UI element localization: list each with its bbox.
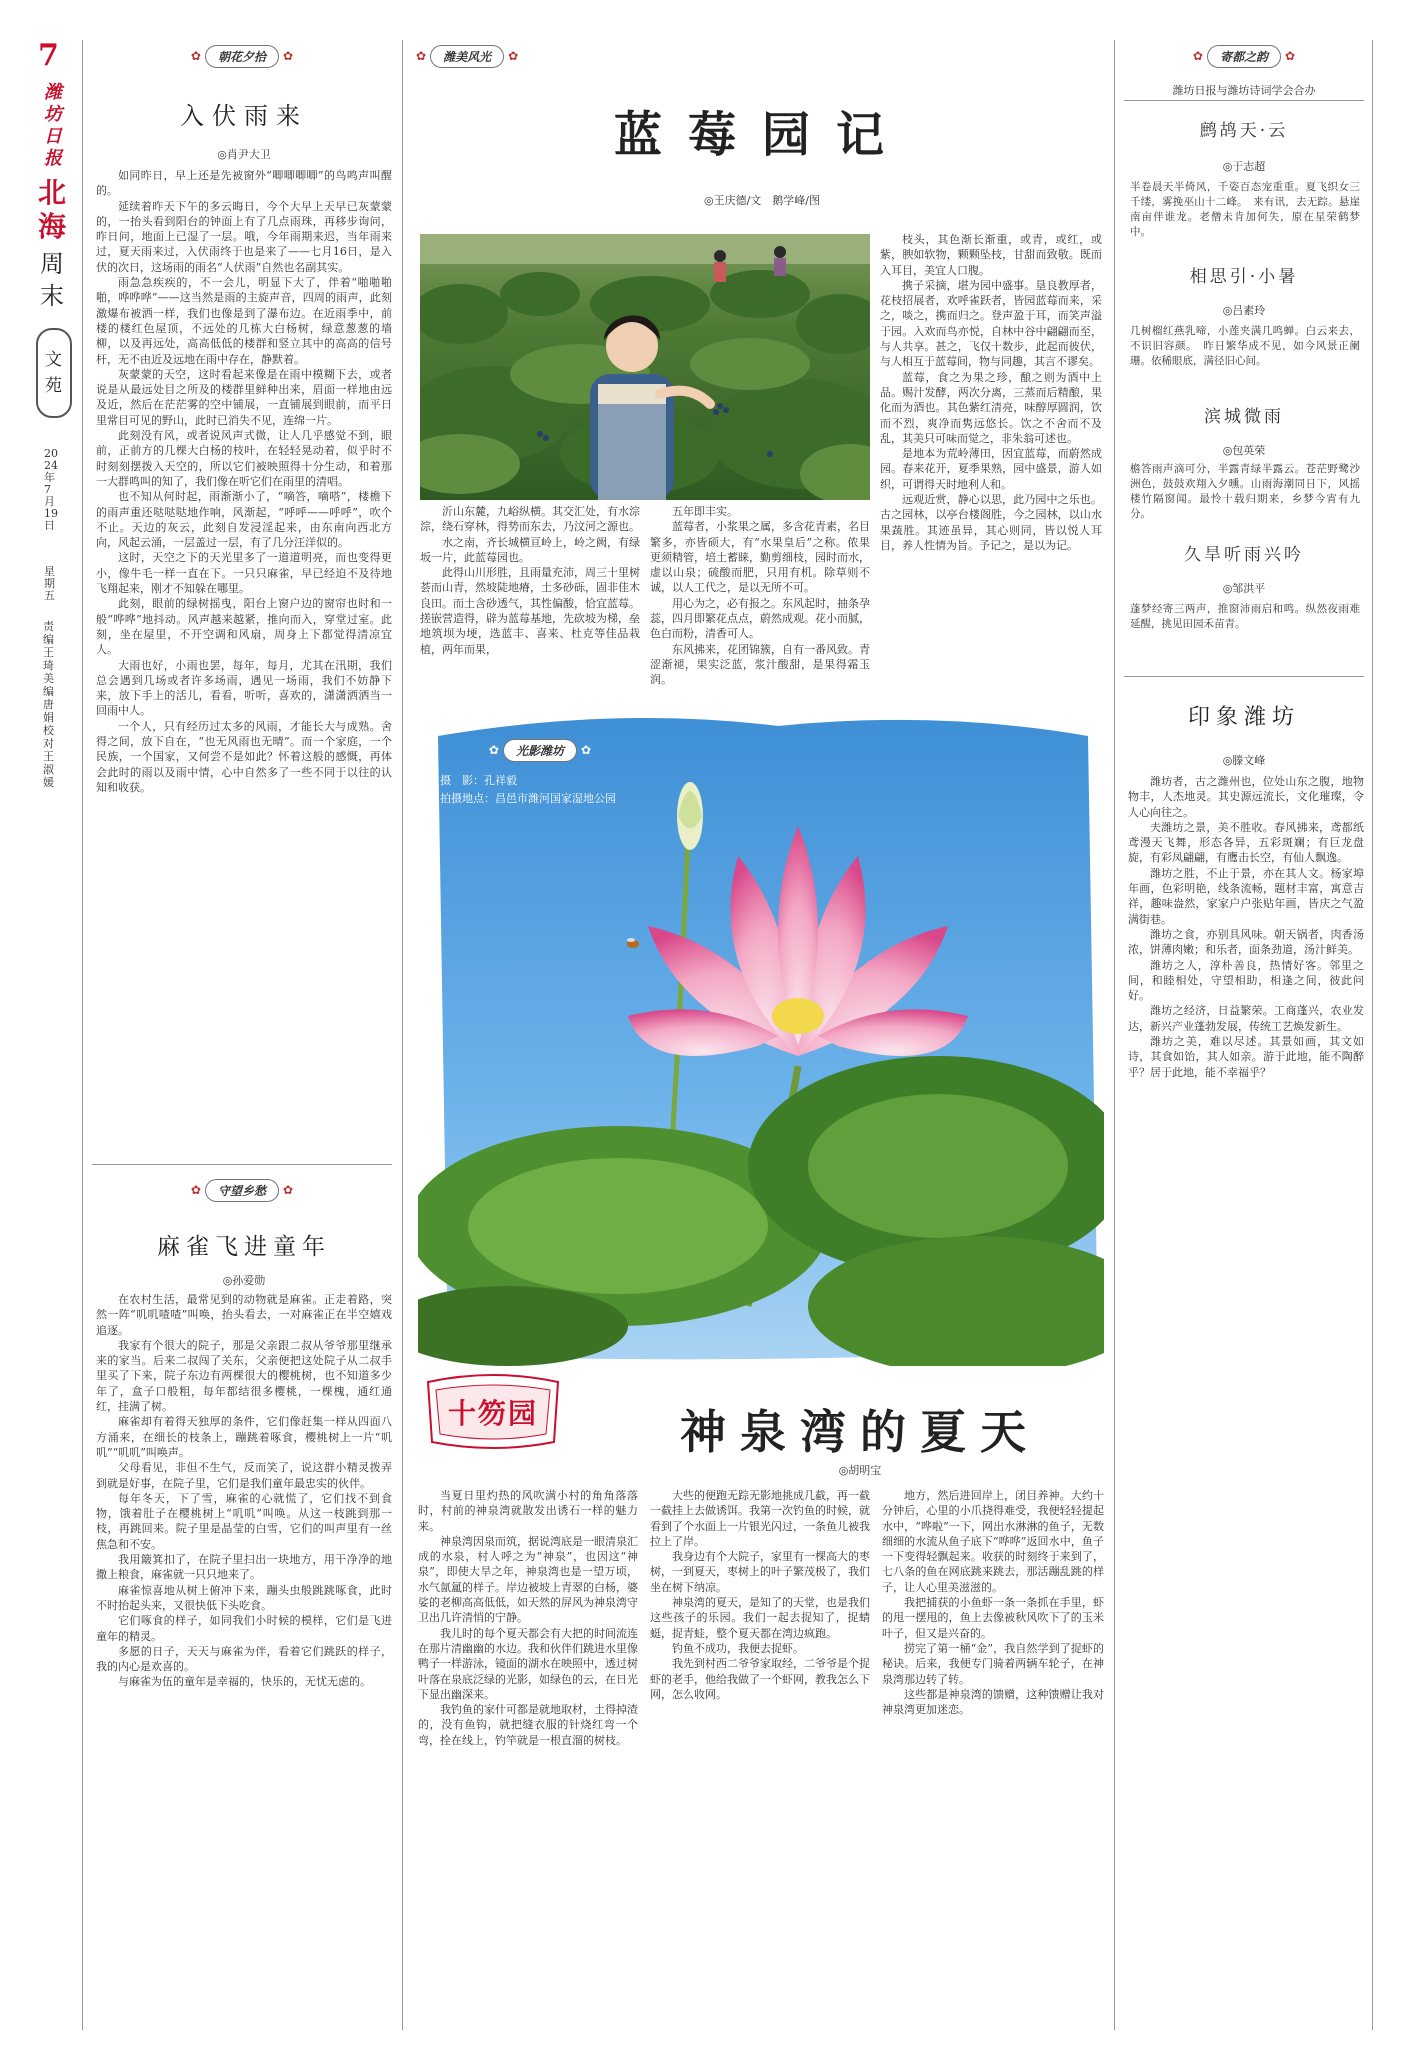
tag-ornament-icon: ✿ xyxy=(283,1183,294,1197)
paragraph: 我儿时的每个夏天都会有大把的时间流连在那片清幽幽的水边。我和伙伴们跳进水里像鸭子一样游泳，镜面的湖水在映照中，透过树叶落在泉底泛绿的光影，如绿色的云，在日光下显出幽深来。 xyxy=(418,1626,638,1701)
tag-ornament-icon: ✿ xyxy=(1192,49,1203,63)
article-byline-shenquan: ◎胡明宝 xyxy=(838,1464,882,1477)
paragraph: 捞完了第一桶“金”，我自然学到了捉虾的秘诀。后来，我便专门骑着两辆车轮子，在神泉湾那边转了转。 xyxy=(882,1641,1104,1686)
paragraph: 与麻雀为伍的童年是幸福的，快乐的，无忧无虑的。 xyxy=(118,1675,371,1689)
poem-title-4: 久旱听雨兴吟 xyxy=(1184,545,1304,565)
tag-ornament-icon: ✿ xyxy=(416,49,427,63)
paragraph: 蓝莓，食之为果之珍，酿之则为酒中上品。赐汁发酵，两次分离，三蒸而后精酿，果化而为酒也。其色紫红清亮，味醇厚圆润，饮而不烈，爽净而隽远悠长。饮之不舍而不及乱，其美只可味而觉之，非朱翁可述也。 xyxy=(880,370,1102,445)
paragraph: 我家有个很大的院子，那是父亲跟二叔从爷爷那里继承来的家当。后来二叔闯了关东，父亲便把这处院子从二叔手里买了下来，院子东边有两棵很大的樱桃树，也不知道多少年了，盒子口般粗，每年都结很多樱桃，一棵槐，通红通红，挂满了树。 xyxy=(96,1338,392,1414)
tag-ornament-icon: ✿ xyxy=(1285,49,1296,63)
paragraph: 神泉湾的夏天，是知了的天堂，也是我们这些孩子的乐园。我们一起去捉知了，捉蜻蜓，捉青蛙，整个夏天都在湾边疯跑。 xyxy=(650,1596,870,1640)
article-byline-blueberry: ◎王庆德/文 鹅学峰/图 xyxy=(703,194,820,207)
issue-weekday: 星期五 xyxy=(44,565,55,602)
poem-author-2: ◎吕素玲 xyxy=(1222,304,1266,317)
article-body-blueberry-c xyxy=(880,232,1102,694)
section-tag-photo: ✿ 光影潍坊 ✿ xyxy=(470,738,610,762)
blueberry-garden-illustration xyxy=(420,234,870,500)
tag-ornament-icon: ✿ xyxy=(508,49,519,63)
paragraph: 此刻没有风，或者说风声式微，让人几乎感觉不到，眼前，正前方的几棵大白杨的枝叶，在轻轻晃动着，似乎时不时刻刻摆拨入天空的，所以它们被映照得十分生动，和着那一大群鸣叫的知了，我们像在听它们在雨里的清唱。 xyxy=(96,429,392,488)
paragraph: 也不知从何时起，雨渐渐小了，“嘀答，嘀嗒”，楼檐下的雨声重还哒哒哒地作响，风渐起，“呼呼——呼呼”，吹个不止。天边的灰云，此刻自发浸淫起来，由东南向西北方向，风起云涌，一层盖过一层，有了几分汪洋似的。 xyxy=(96,490,392,550)
paragraph: 蓝莓者，小浆果之属，多含花青素，名目繁多，亦皆硕大，有“水果皇后”之称。侬果更须精管，培土蓄睐，勤剪细枝，园时而水，虚以山泉；硫酸而肥，只用有机。除草则不诚，以人工代之，是以无所不可。 xyxy=(650,520,870,595)
page-number: 7 xyxy=(38,38,59,73)
photo-credit: 摄 影：孔祥毅 xyxy=(440,774,517,787)
article-title-rain: 入伏雨来 xyxy=(180,102,308,130)
paragraph: 每年冬天，下了雪，麻雀的心就慌了，它们找不到食物，饿着肚子在樱桃树上“叽叽”叫唤。从这一枝跳到那一枝，再跳回来。院子里是晶莹的白雪，它们的叫声里有一丝焦急和不安。 xyxy=(96,1491,392,1551)
paragraph: 潍坊之经济，日益繁荣。工商蓬兴，农业发达，新兴产业蓬勃发展，传统工艺焕发新生。 xyxy=(1128,1004,1364,1033)
poem-text-1: 半卷晨天半倚风，千姿百态宠重重。夏飞织女三千缕，雾挽巫山十二峰。 来有讯，去无踪。悬崖南亩伴谁龙。老僧未肯加何失，原在星荣鹤梦中。 xyxy=(1130,181,1360,238)
paragraph: 我先到村西二爷爷家取经，二爷爷是个捉虾的老手，他给我做了一个虾网，教我怎么下网，怎么收网。 xyxy=(650,1657,870,1701)
paragraph: 潍坊之人，淳朴善良，热情好客。邻里之间，和睦相处，守望相助，相逢之间，彼此问好。 xyxy=(1128,958,1364,1003)
column-divider xyxy=(92,1164,392,1165)
tag-ornament-icon: ✿ xyxy=(190,1183,201,1197)
section-sub: 文苑 xyxy=(45,350,62,396)
article-byline-impression: ◎滕文峰 xyxy=(1222,754,1266,767)
page-edge-rule xyxy=(1372,40,1373,2030)
article-body-shenquan-b xyxy=(650,1488,870,2036)
poem-title-3: 滨城微雨 xyxy=(1204,407,1284,427)
column-divider xyxy=(1124,676,1364,677)
paragraph: 这时，天空之下的天光里多了一道道明亮，而也变得更小，像牛毛一样一直在下。一只只麻雀，早已经迫不及待地飞翔起来，刚才不知躲在哪里。 xyxy=(96,551,392,596)
article-body-shenquan-c xyxy=(882,1488,1104,2036)
paragraph: 是地本为荒岭薄田，因宜蓝莓，而蔚然成园。春来花开，夏季果熟，园中盛景，游人如织，可谓得天时地利人和。 xyxy=(880,447,1102,491)
paragraph: 大些的便跑无踪无影地挑成几截，再一截一截挂上去做诱饵。我第一次钓鱼的时候，就看到了个水面上一片银光闪过，一条鱼儿被我拉上了岸。 xyxy=(650,1489,870,1548)
paragraph: 它们啄食的样子，如同我们小时候的模样，它们是飞进童年的精灵。 xyxy=(96,1614,392,1643)
article-body-impression xyxy=(1128,774,1364,2034)
paragraph: 五年即丰实。 xyxy=(672,505,738,518)
paragraph: 在农村生活，最常见到的动物就是麻雀。正走着路，突然一阵“叽叽喳喳”叫唤，抬头看去，一对麻雀正在半空嬉戏追逐。 xyxy=(96,1293,392,1337)
article-byline-rain: ◎肖尹大卫 xyxy=(217,148,271,161)
paragraph: 多愿的日子，天天与麻雀为伴，看着它们跳跃的样子，我的内心是欢喜的。 xyxy=(96,1644,392,1674)
paragraph: 麻雀惊喜地从树上俯冲下来，蹦头虫般跳跳啄食，此时不时抬起头来，又很快低下头吃食。 xyxy=(96,1583,392,1612)
poetry-subtitle: 潍坊日报与潍坊诗词学会合办 xyxy=(1172,84,1316,97)
paragraph: 远观近赏，静心以思，此乃园中之乐也。古之园林，以亭台楼阁胜，今之园林，以山水果蔬胜。其迹虽异，其心则同，皆以悦人耳目，养人性情为旨。予记之，是以为记。 xyxy=(880,493,1102,552)
article-byline-sparrow: ◎孙爱勋 xyxy=(222,1274,266,1287)
poetry-rule xyxy=(1124,100,1364,101)
section-name-weekly: 周末 xyxy=(40,250,64,310)
paragraph: 大雨也好，小雨也罢，每年，每月，尤其在汛期，我们总会遇到几场或者许多场雨，遇见一场雨，我们不妨静下来，放下手上的活儿，看看，听听，喜欢的，潇潇洒洒当一回雨中人。 xyxy=(96,658,392,718)
paragraph: 水之南，齐长城横亘岭上，岭之阙，有绿坂一片，此蓝莓园也。 xyxy=(420,535,640,564)
paragraph: 夫潍坊之景，美不胜收。春风拂来，鸢都纸鸢漫天飞舞，形态各异，五彩斑斓；有巨龙盘旋，有彩凤翩翩，有鹰击长空，有仙人飘逸。 xyxy=(1128,820,1364,865)
paragraph: 雨急急疾疾的，不一会儿，明显下大了，伴着“啪啪啪啪，哗哗哗”——这当然是雨的主旋声音，四周的雨声，此刻激爆布被洒一样，我们也像是到了瀑布边。在近雨季中，前楼的楼红色屋顶，不远处的几栋大白杨树，绿意葱葱的墙柳，以及再远处，高高低低的楼群和竖立其中的高高的信号杆，无不由近及远地在雨中存在，静默着。 xyxy=(96,276,392,366)
article-body-blueberry-a xyxy=(420,504,640,694)
section-tag-scenery: ✿ 潍美风光 ✿ xyxy=(412,42,612,70)
article-body-shenquan-a xyxy=(418,1488,638,2036)
paragraph: 延续着昨天下午的多云晦日，今个大早上天早已灰蒙蒙的，一抬头看到阳台的钟面上有了几点雨珠，再移步询问，昨日问，地面上已湿了一层。哦，今年雨期来迟，当年雨来过，夏天雨来过，入伏雨终于也是来了——七月16日，是入伏的次日，这场雨的雨名“人伏雨”自然也名副其实。 xyxy=(96,199,392,274)
article-body-rain xyxy=(96,168,392,1158)
paragraph: 神泉湾因泉而筑，据说湾底是一眼清泉汇成的水泉，村人呼之为“神泉”，也因这“神泉”，即使大旱之年，神泉湾也是一望万顷，水气氤氲的样子。岸边被坡上青翠的白杨，婆娑的老柳高高低低，如天然的屏风为神泉湾守卫出几许清悄的宁静。 xyxy=(418,1534,638,1625)
paragraph: 地方，然后进回岸上，闭目养神。大约十分钟后，心里的小爪挠得难受，我便轻轻提起水中，“哗啦”一下，网出水淋淋的鱼子，无数细细的水流从鱼子底下“哗哗”返回水中，鱼子一下变得轻飘起来。收获的时刻终于来到了，七八条的鱼在网底跳来跳去，那活蹦乱跳的样子，让人心里美滋滋的。 xyxy=(882,1489,1104,1594)
article-title-sparrow: 麻雀飞进童年 xyxy=(157,1234,331,1260)
poem-text-2: 几树榴红燕乳啼，小莲夹满几鸣蝉。白云来去，不识旧容颜。 昨日繁华成不见，如今风景正阑珊。依稀眼底，满径旧心间。 xyxy=(1130,325,1360,367)
paragraph: 沂山东麓，九峪纵横。其交汇处，有水淙淙，绕石穿林，得势而东去，乃汶河之源也。 xyxy=(420,505,640,534)
paragraph: 我身边有个大院子，家里有一棵高大的枣树，一到夏天，枣树上的叶子繁茂极了，我们坐在树下纳凉。 xyxy=(650,1550,870,1594)
tag-ornament-icon: ✿ xyxy=(190,49,201,63)
paragraph: 父母看见，非但不生气，反而笑了，说这群小精灵拨弄到就是好事，在院子里，它们是我们童年最忠实的伙伴。 xyxy=(96,1461,392,1490)
blueberry-garden-photo xyxy=(420,234,870,500)
article-title-shenquan: 神泉湾的夏天 xyxy=(680,1405,1040,1459)
poem-text-4: 蓬梦经寄三两声，推窗沛雨启和鸣。纵然夜雨难延醒，挑见田园禾苗青。 xyxy=(1130,603,1360,630)
article-body-sparrow xyxy=(96,1292,392,2032)
article-body-blueberry-b xyxy=(650,504,870,694)
paper-name: 潍坊日报 xyxy=(44,82,62,169)
article-title-blueberry: 蓝莓园记 xyxy=(613,107,910,163)
section-name: 北海 xyxy=(38,176,67,243)
paragraph: 用心为之，必有报之。东风起时，抽条孕蕊，四月即繁花点点，蔚然成观。花小而腻，色白而粉，清香可人。 xyxy=(650,596,870,641)
poem-text-3: 檐答雨声滴可分，半露青绿半露云。苍茫野鹭沙洲色，鼓鼓欢翔入夕曛。山雨海潮同日下，风摇楼竹隔窗闻。最怜十载归期来，乡梦今宵有九分。 xyxy=(1130,463,1360,520)
column-rule xyxy=(402,40,403,2030)
section-tag-shihuyuan: 十笏园 xyxy=(418,1372,568,1452)
paragraph: 我钓鱼的家什可都是就地取材，土得掉渣的，没有鱼钩，就把缝衣服的针烧红弯一个弯，拴在线上，钓竿就是一根直溜的树枝。 xyxy=(418,1703,638,1747)
editors-credit: 责编 王琦 美编 唐娟 校对 王淑媛 xyxy=(43,620,54,789)
paragraph: 这些都是神泉湾的馈赠，这种馈赠让我对神泉湾更加迷恋。 xyxy=(882,1687,1104,1717)
paragraph: 一个人，只有经历过太多的风雨，才能长大与成熟。舍得之间，放下自在，“也无风雨也无晴”。而一个家庭，一个民族，一个国家，又何尝不是如此？怀着这般的感慨，再体会此时的雨以及雨中情，心中自然多了一些不同于以往的认知和收获。 xyxy=(96,719,392,794)
paragraph: 钓鱼不成功，我便去捉虾。 xyxy=(672,1641,804,1655)
masthead xyxy=(36,36,70,616)
paragraph: 潍坊者，古之潍州也，位处山东之腹，地物物丰，人杰地灵。其史源远流长，文化璀璨，令人心向往之。 xyxy=(1128,775,1364,819)
paragraph: 枝头，其色渐长渐重，或青，或红，或紫，腴如软物，颗颗坠枝，甘甜而致敬。既而入耳目，美宜人口腹。 xyxy=(880,233,1102,277)
poem-author-3: ◎包英荣 xyxy=(1222,444,1266,457)
paragraph: 此刻，眼前的绿树摇曳，阳台上窗户边的窗帘也时和一般“哗哗”地抖动。风声越来越紧，推向而入，穿堂过室。此刻，坐在屋里，不开空调和风扇，周身上下都觉得清凉宜人。 xyxy=(96,597,392,657)
photo-location: 拍摄地点：昌邑市潍河国家湿地公园 xyxy=(440,792,616,805)
tag-ornament-icon: ✿ xyxy=(283,49,294,63)
paragraph: 潍坊之食，亦别具风味。朝天锅者，肉香汤浓，饼薄肉嫩；和乐者，面条劲道，汤汁鲜美。 xyxy=(1128,927,1364,957)
paragraph: 东风拂来，花团锦簇，自有一番风致。青涩渐褪，果实泛蓝，浆汁酸甜，是果得霜玉润。 xyxy=(650,642,870,687)
paragraph: 当夏日里灼热的风吹满小村的角角落落时，村前的神泉湾就散发出诱石一样的魅力来。 xyxy=(418,1489,638,1533)
article-title-impression: 印象潍坊 xyxy=(1187,705,1300,730)
poem-title-2: 相思引·小暑 xyxy=(1189,267,1299,287)
paragraph: 麻雀却有着得天独厚的条件，它们像赶集一样从四面八方涌来，在细长的枝条上，蹦跳着啄食，樱桃树上一片“叽叽”“叽叽”叫唤声。 xyxy=(96,1415,392,1459)
poem-author-1: ◎于志超 xyxy=(1222,160,1266,173)
section-tag-nostalgia: ✿ 守望乡愁 ✿ xyxy=(92,1176,392,1204)
paragraph: 潍坊之美，难以尽述。其景如画，其文如诗，其食如饴，其人如亲。游于此地，能不陶醉乎？居于此地，能不幸福乎？ xyxy=(1128,1035,1364,1079)
section-sub-badge xyxy=(36,328,72,418)
section-tag-morning: ✿ 朝花夕拾 ✿ xyxy=(92,42,392,70)
paragraph: 灰蒙蒙的天空，这时看起来像是在雨中模糊下去，或者说是从最远处目之所及的楼群里鲜种出来，眉面一样地由远及近，然后在茫茫雾的空中铺展，一直铺展到眼前，而平日里常目可见的野山，此时已消失不见，连绵一片。 xyxy=(96,367,392,427)
paragraph: 我用簸箕扣了，在院子里扫出一块地方，用干净净的地撒上粮食，麻雀就一只只地来了。 xyxy=(96,1553,392,1582)
paragraph: 如同昨日，早上还是先被窗外“唧唧唧唧”的鸟鸣声叫醒的。 xyxy=(96,169,392,198)
paragraph: 我把捕获的小鱼虾一条一条抓在手里，虾的甩一摆甩的，鱼上去像被秋风吹下了的玉米叶子，但又是兴奋的。 xyxy=(882,1596,1104,1640)
masthead-rule xyxy=(82,40,83,2030)
section-tag-poetry: ✿ 寄都之韵 ✿ xyxy=(1124,42,1364,70)
paragraph: 此得山川形胜，且雨量充沛，周三十里树荟而山青，然坡陡地瘠，土多砂砾，固非佳木良田。而土含砂透气，其性偏酸，恰宜蓝莓。搓嵌营造得，辟为蓝莓基地，先砍坡为梯，垒地筑坝为埂，选蓝丰、喜来、杜克等佳品栽植，两年而果， xyxy=(420,566,640,656)
poem-title-1: 鹧鸪天·云 xyxy=(1199,121,1289,141)
column-rule xyxy=(1114,40,1115,2030)
paragraph: 潍坊之胜，不止于景，亦在其人文。杨家埠年画，色彩明艳，线条流畅，题材丰富，寓意吉祥，趣味盎然，家家户户张贴年画，皆庆之气盈满街巷。 xyxy=(1128,866,1364,926)
issue-date: 2024年7月19日 xyxy=(44,447,58,532)
paragraph: 携子采摘，堪为园中盛事。垦良教厚者，花枝招展者，欢呼雀跃者，皆园蓝莓而来，采之，啖之，携而归之。登声盈于耳，而笑声溢于园。入欢而鸟亦悦，自林中谷中翩翩而至，与人共享。甚之，飞仅十数步，此起而彼伏，与人相互于蓝莓间，物与同趣，其言不谬矣。 xyxy=(880,278,1102,369)
poem-author-4: ◎邹洪平 xyxy=(1222,582,1266,595)
